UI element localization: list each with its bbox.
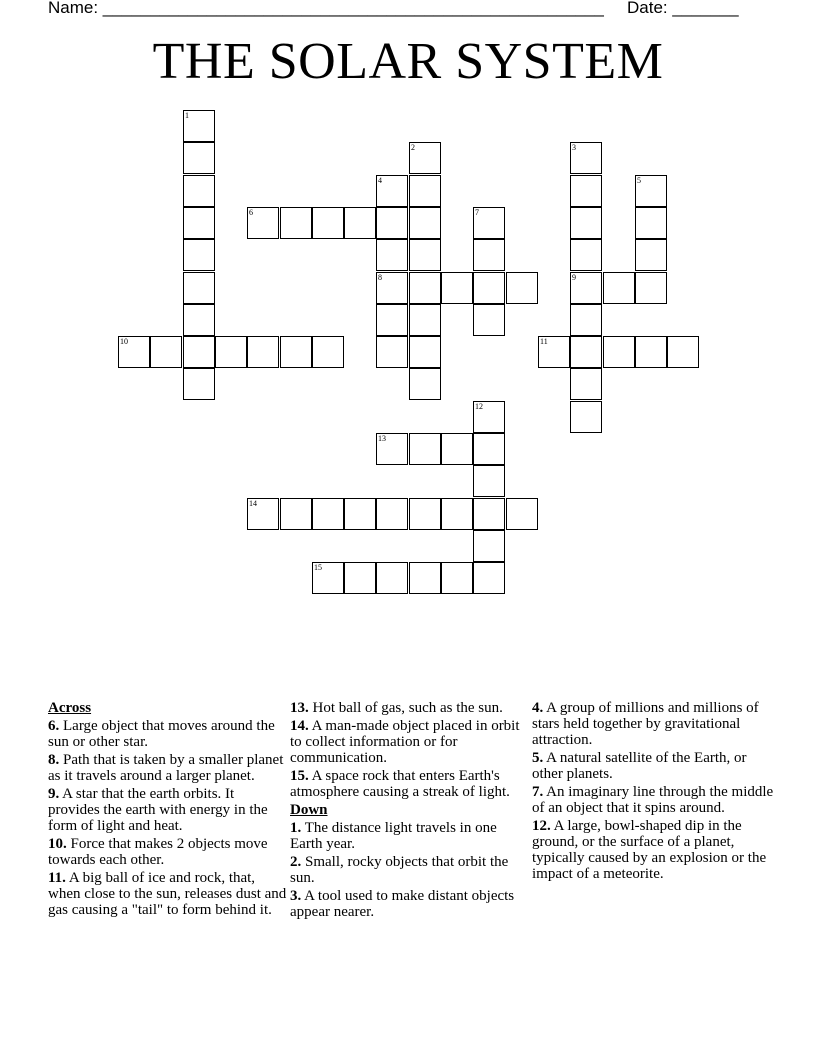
crossword-cell[interactable]	[409, 498, 441, 530]
crossword-cell[interactable]	[570, 239, 602, 271]
crossword-cell[interactable]	[150, 336, 182, 368]
clue-item-number: 6.	[48, 718, 60, 734]
crossword-cell[interactable]	[376, 272, 408, 304]
clue-item-number: 14.	[290, 718, 309, 734]
crossword-cell[interactable]	[118, 336, 150, 368]
crossword-cell[interactable]	[344, 498, 376, 530]
across-heading: Across	[48, 700, 92, 716]
crossword-cell[interactable]	[247, 207, 279, 239]
clue-number: 2	[411, 143, 415, 152]
clues-column-2	[290, 700, 530, 922]
clue-number: 5	[637, 176, 641, 185]
clue-item-number: 2.	[290, 854, 302, 870]
crossword-cell[interactable]	[376, 433, 408, 465]
clue-item-text: Small, rocky objects that orbit the sun.	[290, 854, 509, 886]
crossword-cell[interactable]	[376, 207, 408, 239]
clue-number: 10	[120, 337, 128, 346]
crossword-cell[interactable]	[570, 272, 602, 304]
clue-item-text: A big ball of ice and rock, that, when close to the sun, releases dust and gas causing a "tail" to form behind it.	[48, 870, 287, 918]
crossword-cell[interactable]	[473, 239, 505, 271]
crossword-cell[interactable]	[473, 207, 505, 239]
crossword-cell[interactable]	[603, 336, 635, 368]
crossword-cell[interactable]	[344, 562, 376, 594]
clue-number: 12	[475, 402, 483, 411]
crossword-cell[interactable]	[183, 110, 215, 142]
name-field[interactable]: Name: _____________________________________________________	[48, 0, 604, 17]
page-title: THE SOLAR SYSTEM	[152, 33, 664, 90]
crossword-cell[interactable]	[473, 498, 505, 530]
crossword-cell[interactable]	[183, 239, 215, 271]
crossword-cell[interactable]	[409, 272, 441, 304]
clue-item-number: 9.	[48, 786, 60, 802]
crossword-cell[interactable]	[570, 207, 602, 239]
clue-item-text: A large, bowl-shaped dip in the ground, or the surface of a planet, typically caused by an explosion or the impact of a meteorite.	[532, 818, 767, 882]
crossword-cell[interactable]	[183, 272, 215, 304]
clue-item	[290, 820, 530, 852]
clue-item-number: 15.	[290, 768, 309, 784]
crossword-cell[interactable]	[247, 498, 279, 530]
crossword-cell[interactable]	[441, 562, 473, 594]
clue-number: 3	[572, 143, 576, 152]
date-field[interactable]: Date: _______	[627, 0, 739, 17]
crossword-cell[interactable]	[570, 336, 602, 368]
crossword-cell[interactable]	[667, 336, 699, 368]
clue-item	[532, 750, 777, 782]
crossword-cell[interactable]	[506, 498, 538, 530]
clue-number: 4	[378, 176, 382, 185]
clue-number: 1	[185, 111, 189, 120]
crossword-cell[interactable]	[409, 304, 441, 336]
crossword-cell[interactable]	[409, 175, 441, 207]
clue-item	[532, 700, 777, 748]
clue-number: 13	[378, 434, 386, 443]
clue-item-number: 10.	[48, 836, 67, 852]
crossword-cell[interactable]	[409, 433, 441, 465]
clue-number: 14	[249, 499, 257, 508]
crossword-cell[interactable]	[570, 401, 602, 433]
crossword-cell[interactable]	[570, 368, 602, 400]
clue-number: 7	[475, 208, 479, 217]
clue-number: 8	[378, 273, 382, 282]
crossword-cell[interactable]	[376, 336, 408, 368]
crossword-cell[interactable]	[376, 304, 408, 336]
crossword-cell[interactable]	[376, 175, 408, 207]
down-clue-list	[290, 820, 530, 920]
clue-item	[290, 700, 530, 716]
clue-item-text: Force that makes 2 objects move towards each other.	[48, 836, 268, 868]
clue-item	[48, 752, 288, 784]
crossword-cell[interactable]	[635, 336, 667, 368]
clue-item-text: Path that is taken by a smaller planet as it travels around a larger planet.	[48, 752, 284, 784]
crossword-cell[interactable]	[473, 401, 505, 433]
clue-item	[532, 818, 777, 882]
clue-item	[48, 836, 288, 868]
crossword-cell[interactable]	[376, 239, 408, 271]
clue-item	[290, 888, 530, 920]
crossword-cell[interactable]	[183, 368, 215, 400]
clue-item-text: A space rock that enters Earth's atmosphere causing a streak of light.	[290, 768, 510, 800]
crossword-cell[interactable]	[441, 433, 473, 465]
crossword-cell[interactable]	[409, 368, 441, 400]
clue-item-text: The distance light travels in one Earth year.	[290, 820, 497, 852]
crossword-cell[interactable]	[312, 498, 344, 530]
crossword-cell[interactable]	[280, 207, 312, 239]
crossword-cell[interactable]	[183, 142, 215, 174]
clue-item-text: A natural satellite of the Earth, or other planets.	[532, 750, 747, 782]
clue-item-number: 7.	[532, 784, 544, 800]
clue-item	[48, 786, 288, 834]
crossword-cell[interactable]	[441, 498, 473, 530]
clue-item-text: A man-made object placed in orbit to collect information or for communication.	[290, 718, 520, 766]
crossword-cell[interactable]	[635, 175, 667, 207]
clue-item	[48, 870, 288, 918]
clue-item-text: Large object that moves around the sun or other star.	[48, 718, 275, 750]
crossword-cell[interactable]	[183, 336, 215, 368]
crossword-cell[interactable]	[473, 465, 505, 497]
clue-item-text: A tool used to make distant objects appear nearer.	[290, 888, 515, 920]
clue-item-number: 3.	[290, 888, 302, 904]
clue-item-text: Hot ball of gas, such as the sun.	[308, 700, 503, 716]
down-clue-list-continued	[532, 700, 777, 882]
crossword-cell[interactable]	[409, 142, 441, 174]
clue-item	[532, 784, 777, 816]
crossword-cell[interactable]	[344, 207, 376, 239]
crossword-cell[interactable]	[441, 272, 473, 304]
clue-item-number: 4.	[532, 700, 544, 716]
crossword-cell[interactable]	[570, 175, 602, 207]
crossword-cell[interactable]	[376, 498, 408, 530]
down-heading: Down	[290, 802, 328, 818]
clue-item-number: 8.	[48, 752, 60, 768]
crossword-cell[interactable]	[570, 304, 602, 336]
clue-number: 9	[572, 273, 576, 282]
clue-item	[48, 718, 288, 750]
crossword-cell[interactable]	[635, 272, 667, 304]
across-clue-list-continued	[290, 700, 530, 800]
crossword-cell[interactable]	[473, 304, 505, 336]
crossword-cell[interactable]	[409, 336, 441, 368]
clue-item	[290, 854, 530, 886]
crossword-cell[interactable]	[215, 336, 247, 368]
crossword-cell[interactable]	[409, 562, 441, 594]
crossword-cell[interactable]	[376, 562, 408, 594]
clue-item-number: 1.	[290, 820, 302, 836]
clue-number: 15	[314, 563, 322, 572]
crossword-cell[interactable]	[538, 336, 570, 368]
crossword-cell[interactable]	[280, 336, 312, 368]
crossword-cell[interactable]	[473, 272, 505, 304]
crossword-cell[interactable]	[312, 562, 344, 594]
clue-item	[290, 768, 530, 800]
clue-item-number: 5.	[532, 750, 544, 766]
clue-item-number: 12.	[532, 818, 551, 834]
crossword-cell[interactable]	[312, 207, 344, 239]
crossword-cell[interactable]	[312, 336, 344, 368]
clue-number: 11	[540, 337, 548, 346]
crossword-cell[interactable]	[603, 272, 635, 304]
crossword-cell[interactable]	[473, 530, 505, 562]
crossword-cell[interactable]	[247, 336, 279, 368]
crossword-cell[interactable]	[570, 142, 602, 174]
crossword-cell[interactable]	[183, 304, 215, 336]
crossword-cell[interactable]	[473, 433, 505, 465]
crossword-cell[interactable]	[280, 498, 312, 530]
crossword-cell[interactable]	[506, 272, 538, 304]
clues-column-3	[532, 700, 777, 884]
clue-item-number: 13.	[290, 700, 309, 716]
clue-item-number: 11.	[48, 870, 66, 886]
crossword-cell[interactable]	[635, 239, 667, 271]
crossword-cell[interactable]	[183, 175, 215, 207]
crossword-cell[interactable]	[183, 207, 215, 239]
crossword-cell[interactable]	[473, 562, 505, 594]
clues-column-1	[48, 700, 288, 920]
crossword-cell[interactable]	[635, 207, 667, 239]
clue-item	[290, 718, 530, 766]
crossword-cell[interactable]	[409, 207, 441, 239]
clue-item-text: A star that the earth orbits. It provides the earth with energy in the form of light and heat.	[48, 786, 268, 834]
crossword-cell[interactable]	[409, 239, 441, 271]
clue-number: 6	[249, 208, 253, 217]
clue-item-text: A group of millions and millions of stars held together by gravitational attraction.	[532, 700, 759, 748]
across-clue-list	[48, 718, 288, 918]
clue-item-text: An imaginary line through the middle of an object that it spins around.	[532, 784, 774, 816]
